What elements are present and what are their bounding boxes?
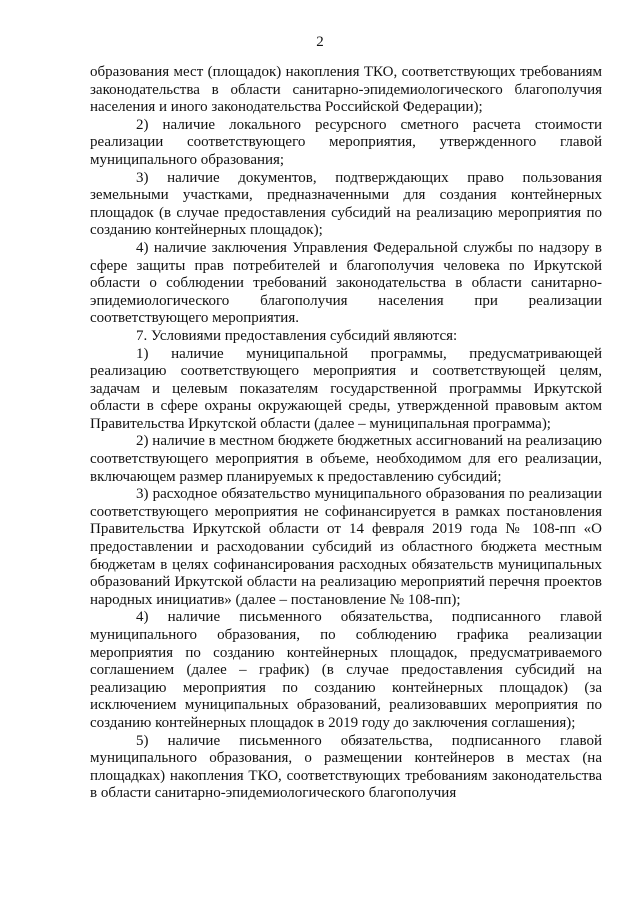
paragraph-item-2: 2) наличие локального ресурсного сметного расчета стоимости реализации соответствующего мероприятия, утвержденного главой муниципального образования;: [90, 116, 602, 168]
paragraph-condition-4: 4) наличие письменного обязательства, подписанного главой муниципального образования, по соблюдению графика реализации мероприятия по созданию контейнерных площадок, предусматриваемого соглашением (далее – график) (в случае предоставления субсидий на реализацию мероприятия по созданию контейнерных площадок) (за исключением муниципальных образований, реализовавших мероприятия по созданию контейнерных площадок в 2019 году до заключения соглашения);: [90, 609, 602, 731]
paragraph-item-4: 4) наличие заключения Управления Федеральной службы по надзору в сфере защиты прав потребителей и благополучия человека по Иркутской области о соблюдении требований законодательства в области санитарно-эпидемиологического благополучия населения при реализации соответствующего мероприятия.: [90, 239, 602, 327]
paragraph-continuation: образования мест (площадок) накопления ТКО, соответствующих требованиям законодательства в области санитарно-эпидемиологического благополучия населения и иного законодательства Российской Федерации);: [90, 64, 602, 116]
paragraph-condition-3: 3) расходное обязательство муниципального образования по реализации соответствующего мероприятия не софинансируется в рамках постановления Правительства Иркутской области от 14 февраля 2019 года № 108-пп «О предоставлении и расходовании субсидий из областного бюджета местным бюджетам в целях софинансирования расходных обязательств муниципальных образований Иркутской области на реализацию мероприятий перечня проектов народных инициатив» (далее – постановление № 108-пп);: [90, 486, 602, 608]
paragraph-section-7: 7. Условиями предоставления субсидий являются:: [136, 327, 458, 344]
page-number: 2: [316, 34, 324, 50]
paragraph-condition-2: 2) наличие в местном бюджете бюджетных ассигнований на реализацию соответствующего мероприятия в объеме, необходимом для его реализации, включающем размер планируемых к предоставлению субсидий;: [90, 433, 602, 485]
paragraph-condition-5: 5) наличие письменного обязательства, подписанного главой муниципального образования, о размещении контейнеров в местах (на площадках) накопления ТКО, соответствующих требованиям законодательства в области санитарно-эпидемиологического благополучия: [90, 732, 602, 802]
paragraph-item-3: 3) наличие документов, подтверждающих право пользования земельными участками, предназначенными для создания контейнерных площадок (в случае предоставления субсидий на реализацию мероприятия по созданию контейнерных площадок);: [90, 169, 602, 239]
document-body: [90, 64, 602, 803]
paragraph-condition-1: 1) наличие муниципальной программы, предусматривающей реализацию соответствующего мероприятия и соответствующей целям, задачам и целевым показателям государственной программы Иркутской области в сфере охраны окружающей среды, утвержденной правовым актом Правительства Иркутской области (далее – муниципальная программа);: [90, 345, 602, 432]
